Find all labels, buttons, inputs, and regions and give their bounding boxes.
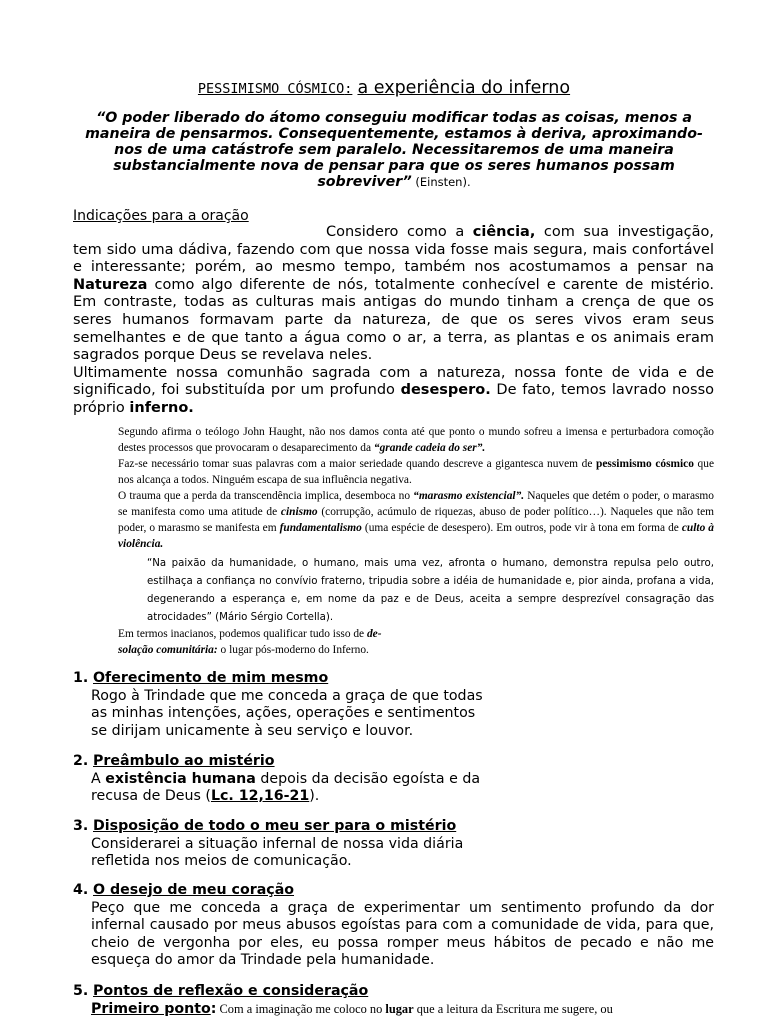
emphasis-natureza: Natureza: [73, 276, 148, 293]
inacianos-paragraph: [118, 626, 714, 658]
text-span: Faz-se necessário tomar suas palavras com a maior seriedade quando descreve a gigantesca nuvem de: [118, 458, 597, 470]
list-item-3: [73, 818, 714, 871]
prayer-indications-body: [73, 224, 714, 418]
text-span: o lugar pós-moderno do Inferno.: [217, 644, 369, 656]
text-span: Com a imaginação me coloco no: [216, 1001, 386, 1016]
haught-paragraph-1: [118, 424, 714, 456]
emphasis-pessimismo: pessimismo cósmico: [596, 458, 694, 470]
list-item-5: [73, 983, 714, 1018]
text-span: A: [91, 770, 106, 787]
epigraph-quote: [80, 110, 708, 190]
item-number: 2.: [73, 753, 89, 769]
text-span: como algo diferente de nós, totalmente conhecível e carente de mistério. Em contraste, todas as culturas mais antigas do mundo tinham a crença de que os seres humanos formavam parte da natureza, de que os seres vivos eram seus semelhantes e de que tanto a água como o ar, a terra, as plantas e os animais eram sagrados porque Deus se revelava neles.: [73, 276, 714, 364]
emphasis-ciencia: ciência,: [472, 224, 536, 240]
item-line: refletida nos meios de comunicação.: [91, 853, 352, 870]
item-number: 3.: [73, 818, 89, 834]
item-number: 4.: [73, 882, 89, 898]
text-span: que a leitura da Escritura me sugere, ou: [413, 1001, 613, 1016]
text-span: De fato, temos lavrado nosso próprio: [73, 382, 714, 416]
text-span: :: [210, 1000, 217, 1017]
text-span: Em termos inacianos, podemos qualificar tudo isso de: [118, 628, 367, 640]
text-span: Segundo afirma o teólogo John Haught, não nos damos conta até que ponto o mundo sofreu a imensa e perturbadora comoção destes processos que provocaram o desaparecimento da: [118, 426, 714, 454]
title-separator: :: [344, 81, 353, 97]
title-part-two: a experiência do inferno: [357, 78, 571, 98]
text-span: Naqueles que detém o poder, o marasmo se manifesta como uma atitude de: [118, 490, 714, 518]
haught-citation-block: [118, 424, 714, 552]
item-number: 1.: [73, 670, 89, 686]
item-line: [91, 771, 714, 789]
haught-paragraph-2: [118, 456, 714, 488]
item-paragraph: Peço que me conceda a graça de experimentar um sentimento profundo da dor infernal causado por meus abusos egoístas para com a comunidade de vida, para que, cheio de vergonha por eles, eu possa romper meus hábitos de pecado e não me esqueça do amor da Trindade pela humanidade.: [91, 899, 714, 969]
item-line: Rogo à Trindade que me conceda a graça de que todas: [91, 687, 483, 704]
list-item-2: [73, 753, 714, 806]
text-span: depois da decisão egoísta e da: [255, 770, 481, 787]
item-number: 5.: [73, 983, 89, 999]
text-span: que nos alcança a todos. Ninguém escapa de sua influência negativa.: [118, 458, 714, 486]
item-heading: Disposição de todo o meu ser para o mistério: [93, 818, 457, 834]
document-title: [0, 78, 768, 98]
paragraph-science: [73, 224, 714, 365]
quote-text: “O poder liberado do átomo conseguiu modificar todas as coisas, menos a maneira de pensarmos. Consequentemente, estamos à deriva, aproximando-nos de uma catástrofe sem paralelo. Necessitaremos de uma maneira substancialmente nova de pensar para que os seres humanos possam sobreviver”: [85, 110, 703, 190]
item-heading: Pontos de reflexão e consideração: [93, 983, 369, 999]
text-span: (corrupção, acúmulo de riquezas, abuso de poder político…). Naqueles que não tem poder, o marasmo se manifesta em: [118, 506, 714, 534]
title-part-one: PESSIMISMO CÓSMICO: [197, 81, 345, 97]
text-span: Considero como a: [326, 224, 473, 240]
item-heading: O desejo de meu coração: [93, 882, 295, 898]
emphasis-desolacao-part1: de-: [366, 628, 382, 640]
haught-paragraph-3: [118, 488, 714, 552]
subheading-primeiro-ponto: Primeiro ponto: [91, 1000, 211, 1017]
emphasis-existencia: existência humana: [105, 770, 256, 787]
list-item-1: [73, 670, 714, 740]
paragraph-despair: [73, 365, 714, 418]
text-span: (uma espécie de desespero). Em outros, pode vir à tona em forma de: [361, 522, 682, 534]
item-line: as minhas intenções, ações, operações e sentimentos: [91, 705, 476, 722]
emphasis-desolacao-part2: solação comunitária:: [118, 644, 218, 656]
emphasis-inferno: inferno.: [129, 399, 194, 416]
text-span: O trauma que a perda da transcendência implica, desemboca no: [118, 490, 414, 502]
section-heading-prayer: Indicações para a oração: [73, 208, 249, 224]
item-heading: Oferecimento de mim mesmo: [93, 670, 329, 686]
emphasis-grande-cadeia: “grande cadeia do ser”.: [373, 442, 486, 454]
emphasis-desespero: desespero.: [400, 382, 491, 399]
item-line: [91, 1001, 714, 1019]
emphasis-cinismo: cinismo: [280, 506, 318, 518]
list-item-4: [73, 882, 714, 970]
item-line: [91, 788, 714, 806]
emphasis-culto-violencia: culto à violência.: [118, 522, 714, 550]
emphasis-marasmo: “marasmo existencial”.: [413, 490, 525, 502]
text-span: Ultimamente nossa comunhão sagrada com a natureza, nossa fonte de vida e de significado, foi substituída por um profundo: [73, 364, 714, 399]
scripture-reference-link[interactable]: Lc. 12,16-21: [210, 788, 310, 805]
cortella-quote: “Na paixão da humanidade, o humano, mais uma vez, afronta o humano, demonstra repulsa pelo outro, estilhaça a confiança no convívio fraterno, tripudia sobre a idéia de humanidade e, pior ainda, profana a vida, degenerando a esperança e, em nome da paz e de Deus, aceita a sempre desprezível consagração das atrocidades” (Mário Sérgio Cortella).: [147, 558, 714, 623]
text-span: recusa de Deus (: [91, 788, 211, 805]
item-line: Considerarei a situação infernal de nossa vida diária: [91, 835, 464, 852]
item-line: se dirijam unicamente à seu serviço e louvor.: [91, 722, 414, 739]
quote-author: (Einsten).: [411, 175, 471, 189]
text-span: com sua investigação, tem sido uma dádiva, fazendo com que nossa vida fosse mais segura, mais confortável e interessante; porém, ao mesmo tempo, também nos acostumamos a pensar na: [73, 224, 714, 276]
emphasis-fundamentalismo: fundamentalismo: [279, 522, 362, 534]
emphasis-lugar: lugar: [385, 1001, 414, 1016]
item-heading: Preâmbulo ao mistério: [93, 753, 275, 769]
text-span: ).: [309, 788, 320, 805]
